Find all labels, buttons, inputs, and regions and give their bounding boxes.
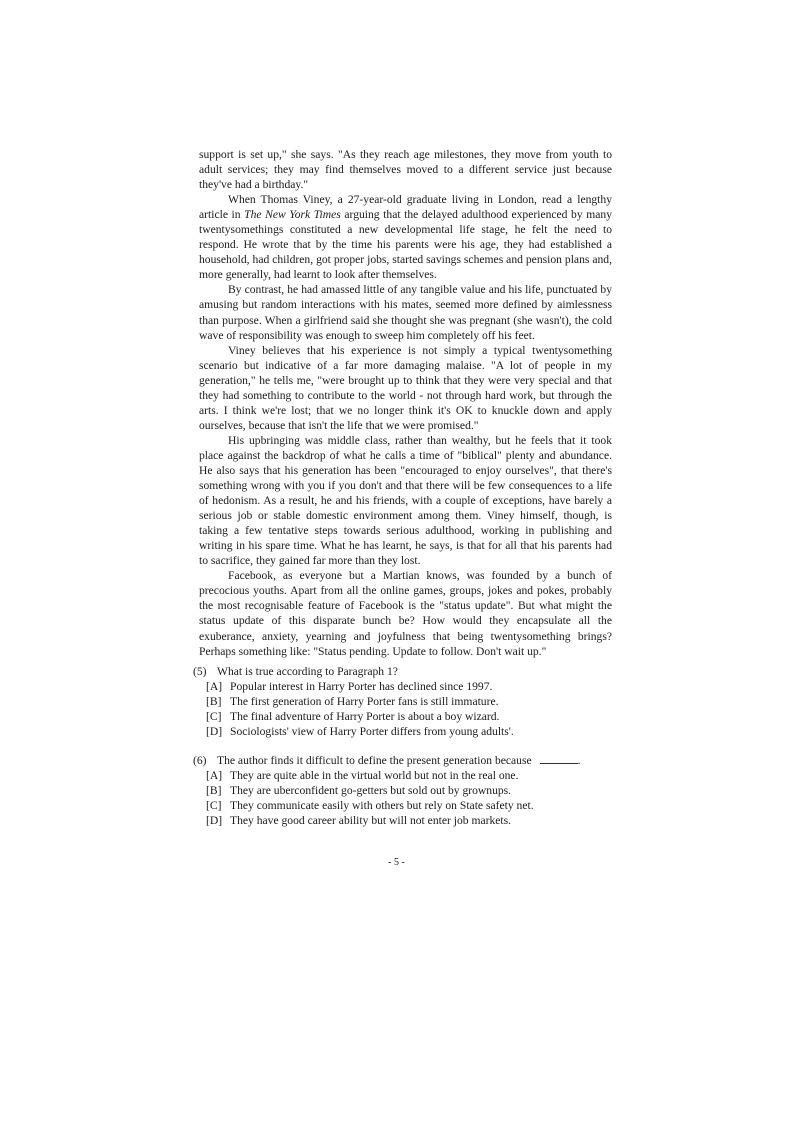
question-number: (5): [193, 665, 207, 678]
option-b[interactable]: [193, 694, 613, 709]
option-label: [C]: [206, 799, 222, 812]
newspaper-title: The New York Times: [244, 208, 341, 222]
option-text: The final adventure of Harry Porter is about a boy wizard.: [230, 710, 500, 723]
option-label: [D]: [206, 725, 223, 738]
passage: [199, 147, 612, 659]
option-text: They communicate easily with others but rely on State safety net.: [230, 799, 534, 812]
option-c[interactable]: [193, 798, 613, 813]
option-label: [B]: [206, 784, 222, 797]
option-text: Popular interest in Harry Porter has declined since 1997.: [230, 680, 493, 693]
option-text: The first generation of Harry Porter fans is still immature.: [230, 695, 499, 708]
paragraph-2-pre: When Thomas Viney, a 27-year-old graduate living in London, read a lengthy article in: [199, 193, 612, 222]
paragraph-4: Viney believes that his experience is not simply a typical twentysomething scenario but indicative of a far more damaging malaise. "A lot of people in my generation," he tells me, "were brought up to think that they were very special and that they had something to contribute to the world - not through hard work, but through the arts. I think we're lost; that we no longer think it's OK to knuckle down and apply ourselves, because that isn't the life that we were promised.": [199, 343, 612, 432]
question-6: [193, 753, 613, 828]
paragraph-3: By contrast, he had amassed little of any tangible value and his life, punctuated by amusing but random interactions with his mates, seemed more defined by aimlessness than purpose. When a girlfriend said she thought she was pregnant (she wasn't), the cold wave of responsibility was enough to sweep him completely off his feet.: [199, 283, 612, 342]
option-c[interactable]: [193, 709, 613, 724]
option-label: [C]: [206, 710, 222, 723]
paragraph-6: Facebook, as everyone but a Martian knows, was founded by a bunch of precocious youths. Apart from all the online games, groups, jokes and pokes, probably the most recognisable feature of Facebook is the "status update". But what might the status update of this disparate bunch be? How would they encapsulate all the exuberance, anxiety, yearning and joyfulness that being twentysomething brings? Perhaps something like: "Status pending. Update to follow. Don't wait up.": [199, 569, 612, 658]
paragraph-1: support is set up," she says. "As they reach age milestones, they move from youth to adult services; they may find themselves moved to a different service just because they've had a birthday.": [199, 148, 612, 192]
option-label: [A]: [206, 769, 223, 782]
answer-blank: [540, 753, 578, 764]
page-number: - 5 -: [388, 857, 405, 868]
question-text: What is true according to Paragraph 1?: [217, 665, 398, 678]
option-a[interactable]: [193, 679, 613, 694]
option-label: [B]: [206, 695, 222, 708]
option-label: [A]: [206, 680, 223, 693]
question-number: (6): [193, 754, 207, 767]
option-d[interactable]: [193, 724, 613, 739]
option-label: [D]: [206, 814, 223, 827]
question-stem: [193, 664, 613, 679]
paragraph-2-rest: arguing that the delayed adulthood experienced by many twentysomethings constituted a new developmental life stage, he felt the need to respond. He wrote that by the time his parents were his age, they had established a household, had children, got proper jobs, started savings schemes and pension plans and, more generally, had learnt to look after themselves.: [199, 208, 612, 282]
option-d[interactable]: [193, 813, 613, 828]
option-text: They have good career ability but will not enter job markets.: [230, 814, 512, 827]
option-a[interactable]: [193, 768, 613, 783]
paragraph-5: His upbringing was middle class, rather than wealthy, but he feels that it took place against the backdrop of what he calls a time of "biblical" plenty and abundance. He also says that his generation has been "encouraged to enjoy ourselves", that there's something wrong with you if you don't and that there will be few consequences to a life of hedonism. As a result, he and his friends, with a couple of exceptions, have barely a serious job or stable domestic environment among them. Viney himself, though, is taking a few tentative steps towards serious adulthood, working in publishing and writing in his spare time. What he has learnt, he says, is that for all that his parents had to sacrifice, they gained far more than they lost.: [199, 433, 612, 568]
question-5: [193, 664, 613, 739]
option-text: Sociologists' view of Harry Porter differs from young adults'.: [230, 725, 514, 738]
question-text: The author finds it difficult to define the present generation because: [217, 754, 532, 767]
paragraph-2: [199, 192, 612, 282]
option-b[interactable]: [193, 783, 613, 798]
question-stem: (6) The author finds it difficult to define the present generation because .: [193, 754, 581, 767]
option-text: They are quite able in the virtual world but not in the real one.: [230, 769, 519, 782]
option-text: They are uberconfident go-getters but sold out by grownups.: [230, 784, 512, 797]
